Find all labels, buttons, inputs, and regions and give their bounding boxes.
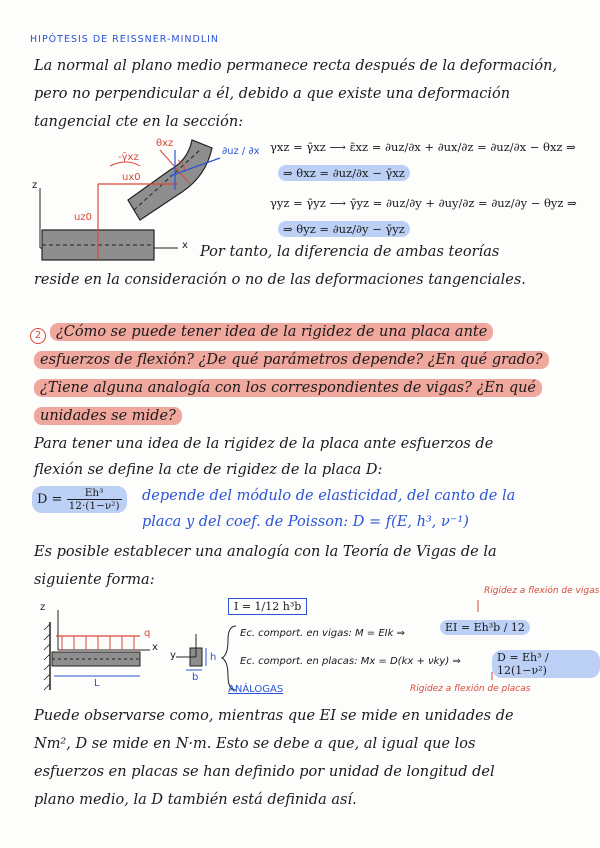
analogas-label: ANÁLOGAS	[228, 684, 284, 695]
section-b-label: b	[192, 672, 199, 683]
rigidez-placas-note: Rigidez a flexión de placas	[410, 684, 531, 694]
load-q-label: q	[144, 628, 151, 639]
fig1-x-axis: x	[182, 240, 188, 251]
answer-line-2: flexión se define la cte de rigidez de la placa D:	[34, 462, 383, 478]
question-line-4: unidades se mide?	[34, 407, 182, 425]
d-formula-den: 12·(1−ν²)	[68, 500, 120, 512]
conclusion-line-1: Por tanto, la diferencia de ambas teorías	[200, 244, 500, 260]
closing-line-4: plano medio, la D también está definida así.	[34, 792, 357, 808]
closing-line-1: Puede observarse como, mientras que EI se mide en unidades de	[34, 708, 514, 724]
question-line-1: ¿Cómo se puede tener idea de la rigidez de una placa ante	[50, 323, 493, 341]
fig2-x-axis: x	[152, 642, 158, 653]
uz0-label: uz0	[74, 212, 92, 223]
fig2-z-axis: z	[40, 602, 46, 613]
duz-dx-label: ∂uz / ∂x	[222, 146, 260, 157]
d-formula-num: Eh³	[67, 487, 122, 500]
question-line-2: esfuerzos de flexión? ¿De qué parámetros depende? ¿En qué grado?	[34, 351, 549, 369]
equation-2: ⇒ θxz = ∂uz/∂x − γ̄xz	[278, 165, 410, 181]
question-number: 2	[30, 328, 46, 344]
comport-placas: Ec. comport. en placas: Mx = D(kx + νky) ⇒	[240, 656, 461, 667]
gamma-label: -γ̄xz	[118, 152, 139, 163]
intro-line-2: pero no perpendicular a él, debido a que existe una deformación	[34, 86, 511, 102]
conclusion-line-2: reside en la consideración o no de las deformaciones tangenciales.	[34, 272, 526, 288]
d-formula-lhs: D =	[37, 492, 63, 507]
d-depends-line-2: placa y del coef. de Poisson: D = f(E, h³, ν⁻¹)	[142, 514, 469, 530]
bxz-label: θxz	[156, 138, 174, 149]
intro-line-3: tangencial cte en la sección:	[34, 114, 244, 130]
inertia-box: I = 1/12 h³b	[228, 598, 307, 615]
closing-line-3: esfuerzos en placas se han definido por unidad de longitud del	[34, 764, 495, 780]
answer-line-1: Para tener una idea de la rigidez de la placa ante esfuerzos de	[34, 436, 494, 452]
ei-formula: EI = Eh³b / 12	[440, 620, 530, 635]
fig2-y-axis: y	[170, 650, 176, 661]
d-depends-line-1: depende del módulo de elasticidad, del canto de la	[142, 488, 516, 504]
page-heading: HIPÓTESIS DE REISSNER-MINDLIN	[30, 34, 220, 45]
ux0-label: ux0	[122, 172, 141, 183]
d-plate-formula: D = Eh³ / 12(1−ν²)	[492, 650, 600, 678]
equation-1: γxz = γ̄xz ⟶ ε̄xz = ∂uz/∂x + ∂ux/∂z = ∂uz/∂x − θxz ⇒	[270, 140, 576, 154]
question-line-3: ¿Tiene alguna analogía con los correspondientes de vigas? ¿En qué	[34, 379, 542, 397]
section-h-label: h	[210, 652, 217, 663]
length-label: L	[94, 678, 100, 689]
closing-line-2: Nm², D se mide en N·m. Esto se debe a que, al igual que los	[34, 736, 476, 752]
analogy-line-1: Es posible establecer una analogía con la Teoría de Vigas de la	[34, 544, 497, 560]
analogy-line-2: siguiente forma:	[34, 572, 155, 588]
rigidez-vigas-note: Rigidez a flexión de vigas	[484, 586, 600, 596]
comport-vigas: Ec. comport. en vigas: M = EIk ⇒	[240, 628, 405, 639]
equation-4: ⇒ θyz = ∂uz/∂y − γ̄yz	[278, 221, 410, 237]
fig1-z-axis: z	[32, 180, 38, 191]
equation-3: γyz = γ̄yz ⟶ γ̄yz = ∂uz/∂y + ∂uy/∂z = ∂uz/∂y − θyz ⇒	[270, 196, 577, 210]
intro-line-1: La normal al plano medio permanece recta después de la deformación,	[34, 58, 558, 74]
